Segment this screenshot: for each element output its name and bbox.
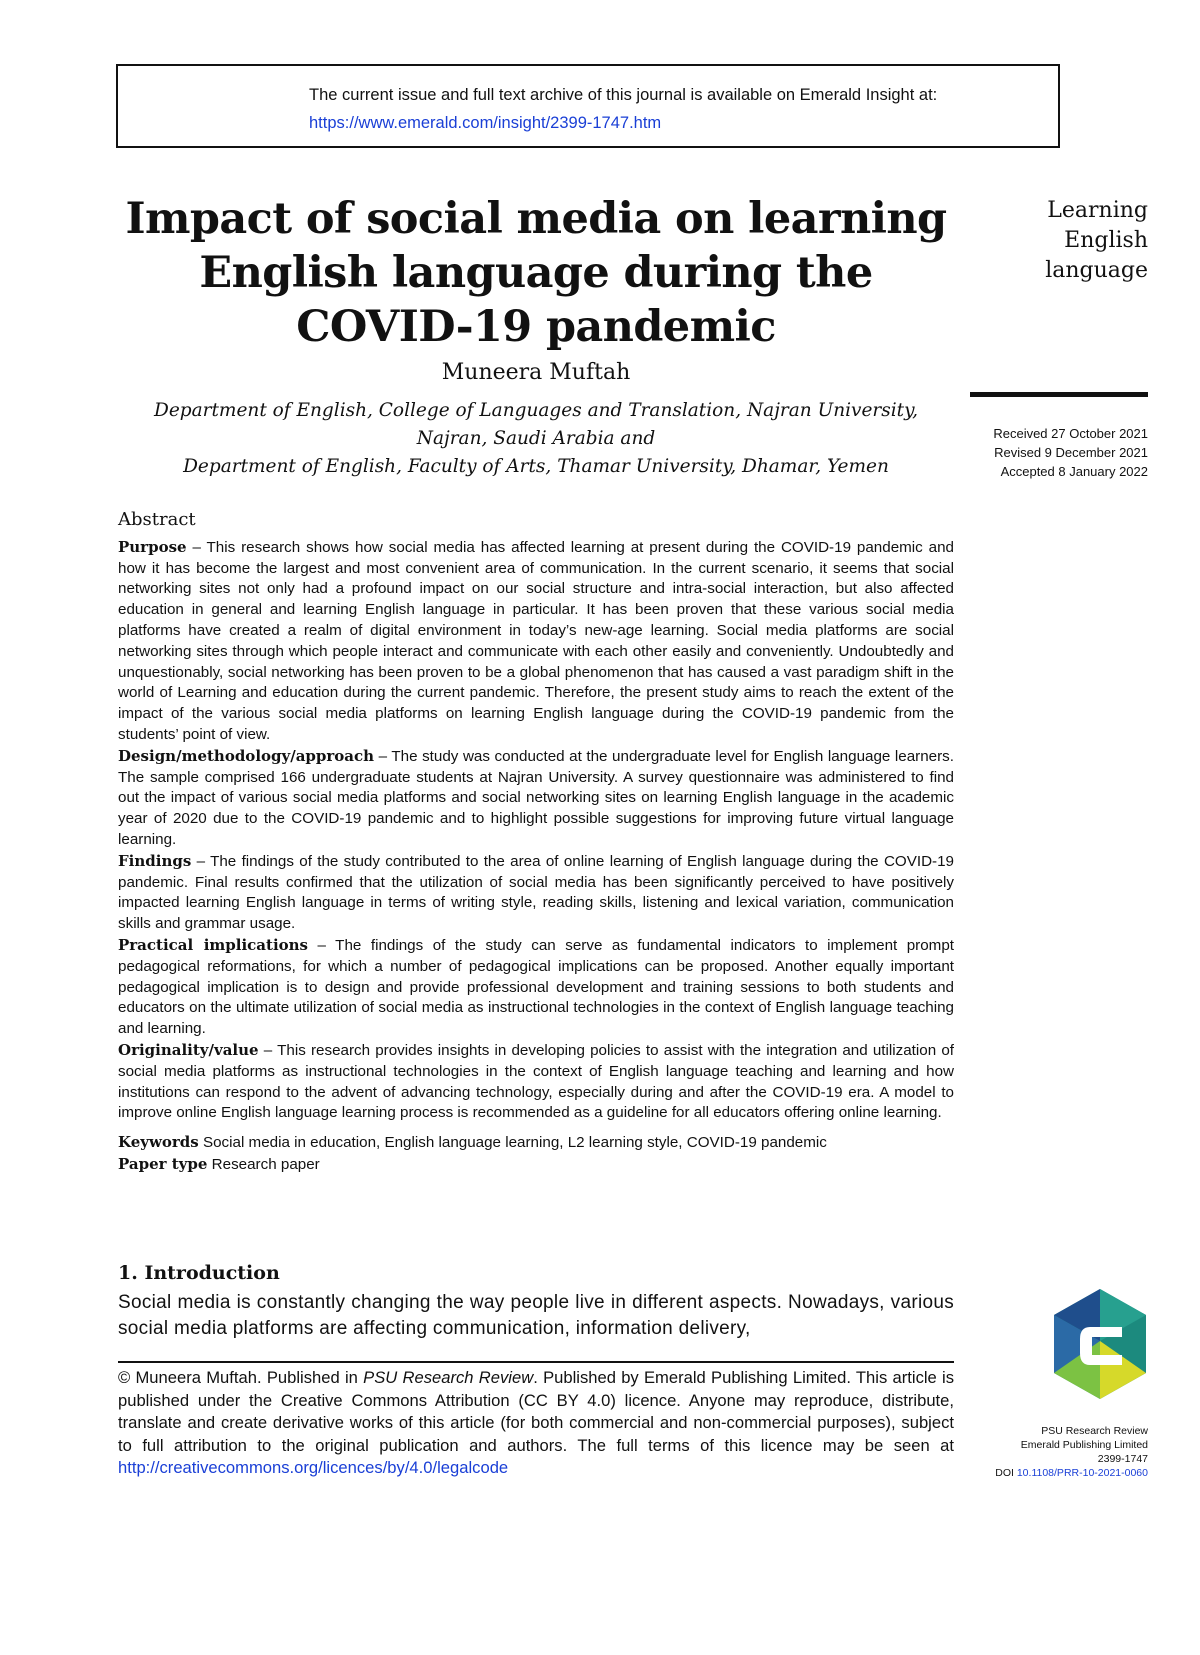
intro-paragraph: Social media is constantly changing the way people live in different aspects. Nowadays, various social media platforms are affecting communication, information delivery, — [118, 1292, 954, 1339]
paper-type-label: Paper type — [118, 1154, 208, 1173]
license-link[interactable]: http://creativecommons.org/licences/by/4.0/legalcode — [118, 1458, 509, 1478]
license-footnote — [118, 1367, 954, 1480]
received-date: Received 27 October 2021 — [993, 426, 1148, 441]
originality-label: Originality/value — [118, 1040, 259, 1059]
revised-date: Revised 9 December 2021 — [994, 445, 1148, 460]
author-name: Muneera Muftah — [441, 360, 631, 385]
abstract-heading: Abstract — [118, 509, 196, 530]
abstract-findings — [118, 851, 954, 935]
affiliation-line: Najran, Saudi Arabia and — [416, 428, 656, 449]
footnote-text: © Muneera Muftah. Published in — [118, 1368, 364, 1387]
abstract-originality — [118, 1040, 954, 1124]
abstract-practical — [118, 935, 954, 1040]
running-title-line: language — [1045, 258, 1148, 283]
journal-doi — [960, 1466, 1148, 1480]
author-affiliations — [118, 397, 954, 481]
paper-type-text: Research paper — [207, 1155, 320, 1173]
journal-name: PSU Research Review — [1041, 1425, 1148, 1437]
keywords — [118, 1132, 954, 1154]
paper-type — [118, 1154, 954, 1176]
accepted-date: Accepted 8 January 2022 — [1000, 464, 1148, 479]
doi-label: DOI — [995, 1467, 1017, 1479]
doi-link[interactable]: 10.1108/PRR-10-2021-0060 — [1016, 1467, 1148, 1479]
affiliation-line: Department of English, College of Languages and Translation, Najran University, — [154, 400, 918, 421]
running-title — [960, 196, 1148, 286]
running-title-line: English — [1064, 228, 1148, 253]
findings-text: – The findings of the study contributed to the area of online learning of English language during the COVID-19 pandemic. Final results confirmed that the utilization of social media has been significantly perceived to have positively impacted learning English language in terms of writing style, reading skills, listening and lexical variation, communication skills and grammar usage. — [118, 852, 954, 933]
journal-publisher: Emerald Publishing Limited — [1020, 1439, 1148, 1451]
journal-url-link[interactable]: https://www.emerald.com/insight/2399-1747.htm — [309, 114, 662, 132]
emerald-logo-icon — [1052, 1287, 1148, 1403]
article-dates — [960, 424, 1148, 481]
abstract-design — [118, 746, 954, 851]
journal-issn: 2399-1747 — [1097, 1453, 1148, 1465]
footnote-journal: PSU Research Review — [363, 1368, 534, 1387]
originality-text: – This research provides insights in developing policies to assist with the integration and utilization of social media platforms as instructional technologies in the context of English language teaching and learning and how institutions can respond to the advent of advancing technology, especially during and after the COVID-19 era. A model to improve online English language learning process is recommended as a guideline for all educators offering online learning. — [118, 1041, 954, 1122]
keywords-label: Keywords — [118, 1133, 199, 1152]
purpose-text: – This research shows how social media has affected learning at present during the COVID-19 pandemic and how it has become the largest and most convenient area of communication. In the current scenario, it seems that social networking sites not only had a profound impact on our social structure and intra-social interaction, but also affected education in general and learning English language in particular. It has been proven that these various social media platforms have created a realm of digital environment in today’s new-age learning. Social media platforms are social networking sites through which people interact and communicate with each other easily and conveniently. Undoubtedly and unquestionably, social networking has been proven to be a global phenomenon that has caused a vast paradigm shift in the world of Learning and education during the current pandemic. Therefore, the present study aims to reach the extent of the impact of the various social media platforms on learning English language during the COVID-19 pandemic from the students’ point of view. — [118, 538, 954, 743]
abstract-purpose — [118, 537, 954, 746]
running-title-line: Learning — [1047, 198, 1148, 223]
access-notice: The current issue and full text archive of this journal is available on Emerald Insight at: — [309, 86, 938, 104]
findings-label: Findings — [118, 851, 192, 870]
article-title: Impact of social media on learning English language during the COVID-19 pandemic — [125, 194, 947, 352]
footnote-text: . Published by Emerald Publishing Limited. This article is published under the Creative Commons Attribution (CC BY 4.0) licence. Anyone may reproduce, distribute, translate and create derivative works of this article (for both commercial and non-commercial purposes), subject to full attribution to the original publication and authors. The full terms of this licence may be seen at — [118, 1368, 955, 1455]
margin-divider — [970, 392, 1148, 397]
journal-info — [960, 1424, 1148, 1480]
design-text: – The study was conducted at the undergraduate level for English language learners. The sample comprised 166 undergraduate students at Najran University. A survey questionnaire was administered to find out the impact of various social media platforms and social networking sites on learning English language in the academic year of 2020 due to the COVID-19 pandemic and to highlight possible suggestions for improving future virtual language learning. — [118, 747, 954, 848]
purpose-label: Purpose — [118, 537, 187, 556]
design-label: Design/methodology/approach — [118, 746, 375, 765]
intro-heading: 1. Introduction — [118, 1262, 280, 1284]
practical-label: Practical implications — [118, 935, 309, 954]
keywords-text: Social media in education, English language learning, L2 learning style, COVID-19 pandemic — [198, 1134, 827, 1152]
practical-text: – The findings of the study can serve as fundamental indicators to implement prompt pedagogical reformations, for which a number of pedagogical implications can be proposed. Another equally important pedagogical implication is to design and provide professional development and training sessions to both students and educators on the ultimate utilization of social media as instructional technologies in the context of English language teaching and learning. — [118, 936, 954, 1038]
journal-access-box — [116, 64, 1060, 148]
affiliation-line: Department of English, Faculty of Arts, Thamar University, Dhamar, Yemen — [183, 456, 889, 477]
abstract-section — [118, 510, 954, 1176]
footnote-divider — [118, 1361, 954, 1363]
